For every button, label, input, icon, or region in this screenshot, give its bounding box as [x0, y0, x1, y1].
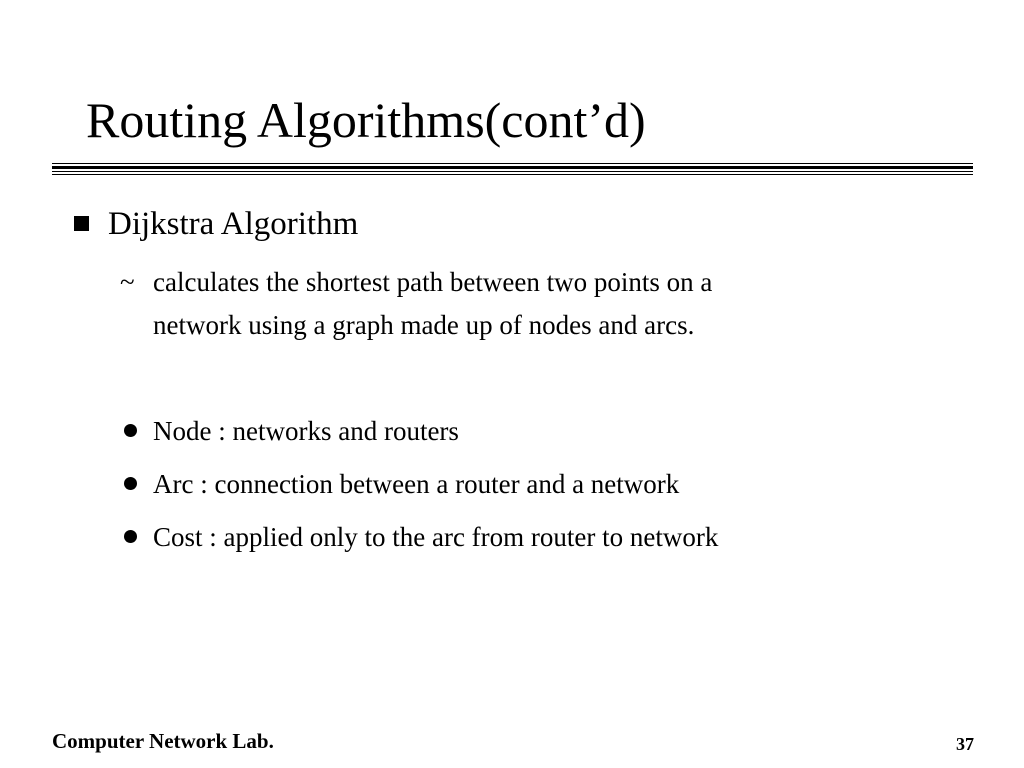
title-divider-line: [52, 171, 973, 172]
round-bullet-icon: [124, 530, 137, 543]
title-divider-line: [52, 174, 973, 175]
sub-bullet-line: calculates the shortest path between two points on a: [153, 267, 713, 297]
sub-bullet-line: network using a graph made up of nodes and arcs.: [153, 310, 695, 340]
title-divider-line: [52, 166, 973, 169]
bullet-text: Node : networks and routers: [153, 416, 459, 446]
bullet-text: Dijkstra Algorithm: [108, 206, 359, 242]
slide-title: Routing Algorithms(cont’d): [86, 92, 646, 148]
bullet-text: Cost : applied only to the arc from router to network: [153, 522, 719, 552]
sub-bullet-text: [153, 261, 933, 347]
tilde-bullet-marker: ~: [120, 267, 135, 297]
round-bullet-icon: [124, 477, 137, 490]
bullet-text: Arc : connection between a router and a network: [153, 469, 680, 499]
page-number: 37: [956, 734, 974, 754]
title-divider-line: [52, 163, 973, 164]
square-bullet-icon: [74, 216, 89, 231]
round-bullet-icon: [124, 424, 137, 437]
footer-lab-name: Computer Network Lab.: [52, 729, 274, 753]
